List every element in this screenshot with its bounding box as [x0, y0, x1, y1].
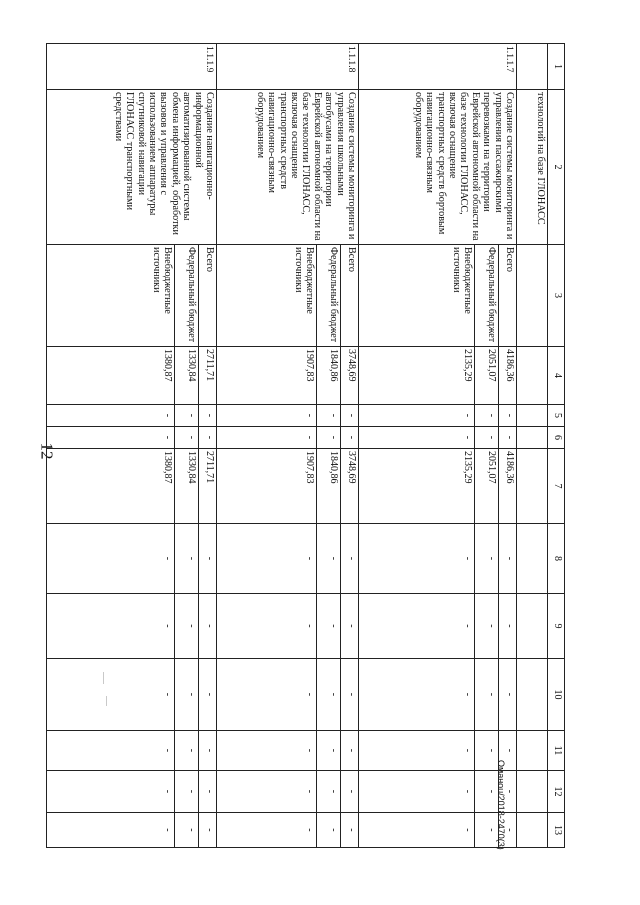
row-code-cell: 1.1.1.9 — [47, 44, 217, 90]
header-cell: 8 — [548, 524, 565, 594]
empty-cell — [517, 659, 548, 731]
empty-value-cell: - — [341, 405, 359, 427]
amount-cell: 3748,69 — [341, 449, 359, 524]
empty-value-cell: - — [341, 771, 359, 813]
table-body — [47, 44, 517, 848]
header-cell: 9 — [548, 594, 565, 659]
empty-value-cell: - — [47, 427, 175, 449]
empty-cell — [517, 427, 548, 449]
amount-cell: 4186,36 — [499, 449, 517, 524]
row-code-cell: 1.1.1.7 — [359, 44, 517, 90]
header-cell: 13 — [548, 813, 565, 848]
funding-source-cell: Внебюджетные источники — [359, 245, 475, 347]
empty-value-cell: - — [47, 731, 175, 771]
empty-cell — [517, 245, 548, 347]
empty-value-cell: - — [475, 771, 499, 813]
empty-value-cell: - — [217, 813, 317, 848]
empty-value-cell: - — [47, 594, 175, 659]
empty-value-cell: - — [217, 405, 317, 427]
table-row — [499, 44, 517, 848]
amount-cell: 2711,71 — [199, 347, 217, 405]
empty-value-cell: - — [199, 813, 217, 848]
empty-cell — [517, 771, 548, 813]
empty-value-cell: - — [47, 659, 175, 731]
header-cell: 5 — [548, 405, 565, 427]
empty-value-cell: - — [175, 405, 199, 427]
empty-value-cell: - — [47, 771, 175, 813]
header-cell: 1 — [548, 44, 565, 90]
empty-value-cell: - — [341, 813, 359, 848]
empty-cell — [517, 524, 548, 594]
empty-value-cell: - — [341, 594, 359, 659]
funding-source-cell: Внебюджетные источники — [47, 245, 175, 347]
empty-cell — [517, 347, 548, 405]
empty-value-cell: - — [217, 427, 317, 449]
empty-value-cell: - — [199, 659, 217, 731]
amount-cell: 3748,69 — [341, 347, 359, 405]
amount-cell: 1907,83 — [217, 347, 317, 405]
empty-cell — [517, 813, 548, 848]
empty-value-cell: - — [317, 813, 341, 848]
empty-value-cell: - — [217, 731, 317, 771]
empty-value-cell: - — [475, 813, 499, 848]
empty-value-cell: - — [499, 659, 517, 731]
empty-value-cell: - — [175, 659, 199, 731]
header-cell: 7 — [548, 449, 565, 524]
empty-value-cell: - — [341, 659, 359, 731]
empty-value-cell: - — [341, 731, 359, 771]
empty-value-cell: - — [499, 427, 517, 449]
empty-cell — [517, 594, 548, 659]
amount-cell: 2051,07 — [475, 449, 499, 524]
empty-value-cell: - — [499, 405, 517, 427]
empty-value-cell: - — [199, 427, 217, 449]
header-cell: 12 — [548, 771, 565, 813]
empty-value-cell: - — [317, 524, 341, 594]
empty-value-cell: - — [499, 731, 517, 771]
empty-value-cell: - — [175, 771, 199, 813]
amount-cell: 1907,83 — [217, 449, 317, 524]
measure-name-cell: Создание системы мониторинга и управления школьными автобусами на территории Еврейской автономной области на базе технологии ГЛОНАСС, включая оснащение транспортных средств навигационно-связным оборудованием — [217, 90, 359, 245]
empty-value-cell: - — [317, 771, 341, 813]
header-cell: 3 — [548, 245, 565, 347]
empty-value-cell: - — [199, 731, 217, 771]
empty-value-cell: - — [217, 771, 317, 813]
empty-value-cell: - — [499, 771, 517, 813]
empty-value-cell: - — [475, 659, 499, 731]
empty-value-cell: - — [499, 594, 517, 659]
amount-cell: 1840,86 — [317, 347, 341, 405]
table-row — [199, 44, 217, 848]
empty-value-cell: - — [317, 731, 341, 771]
amount-cell: 2051,07 — [475, 347, 499, 405]
empty-value-cell: - — [341, 524, 359, 594]
amount-cell: 1330,84 — [175, 347, 199, 405]
header-cell: 11 — [548, 731, 565, 771]
empty-value-cell: - — [47, 524, 175, 594]
empty-value-cell: - — [317, 405, 341, 427]
funding-source-cell: Всего — [499, 245, 517, 347]
amount-cell: 2711,71 — [199, 449, 217, 524]
empty-value-cell: - — [359, 594, 475, 659]
empty-value-cell: - — [341, 427, 359, 449]
empty-value-cell: - — [217, 659, 317, 731]
measure-name-cell: Создание навигационно-информационной автоматизированной системы обмена информацией, обработки вызовов и управления с использованием аппаратуры спутниковой навигации ГЛОНАСС транспортными средствами — [47, 90, 217, 245]
header-row — [548, 44, 565, 848]
empty-value-cell: - — [359, 427, 475, 449]
funding-source-cell: Федеральный бюджет — [175, 245, 199, 347]
empty-value-cell: - — [317, 594, 341, 659]
amount-cell: 1840,86 — [317, 449, 341, 524]
document-code: Оманоu/2018-2470(3) — [496, 760, 506, 850]
empty-value-cell: - — [359, 659, 475, 731]
empty-value-cell: - — [359, 405, 475, 427]
empty-value-cell: - — [199, 524, 217, 594]
amount-cell: 4186,36 — [499, 347, 517, 405]
page-number: 12 — [37, 442, 57, 460]
empty-value-cell: - — [217, 594, 317, 659]
empty-value-cell: - — [47, 405, 175, 427]
budget-table — [46, 43, 565, 848]
header-cell: 6 — [548, 427, 565, 449]
row-code-cell: 1.1.1.8 — [217, 44, 359, 90]
empty-cell — [517, 731, 548, 771]
empty-value-cell: - — [359, 813, 475, 848]
amount-cell: 2135,29 — [359, 347, 475, 405]
funding-source-cell: Всего — [341, 245, 359, 347]
empty-value-cell: - — [175, 427, 199, 449]
funding-source-cell: Всего — [199, 245, 217, 347]
empty-value-cell: - — [175, 813, 199, 848]
empty-value-cell: - — [359, 771, 475, 813]
empty-value-cell: - — [199, 771, 217, 813]
empty-value-cell: - — [475, 524, 499, 594]
empty-cell — [517, 449, 548, 524]
header-cell: 4 — [548, 347, 565, 405]
amount-cell: 2135,29 — [359, 449, 475, 524]
header-cell: 10 — [548, 659, 565, 731]
empty-value-cell: - — [199, 594, 217, 659]
empty-value-cell: - — [317, 659, 341, 731]
empty-value-cell: - — [475, 427, 499, 449]
funding-source-cell: Федеральный бюджет — [317, 245, 341, 347]
header-cell: 2 — [548, 90, 565, 245]
empty-value-cell: - — [317, 427, 341, 449]
empty-value-cell: - — [199, 405, 217, 427]
empty-value-cell: - — [499, 524, 517, 594]
empty-value-cell: - — [475, 731, 499, 771]
empty-value-cell: - — [47, 813, 175, 848]
table-row — [341, 44, 359, 848]
empty-value-cell: - — [359, 524, 475, 594]
empty-value-cell: - — [499, 813, 517, 848]
empty-value-cell: - — [359, 731, 475, 771]
empty-value-cell: - — [175, 524, 199, 594]
empty-value-cell: - — [217, 524, 317, 594]
amount-cell: 1330,84 — [175, 449, 199, 524]
empty-value-cell: - — [175, 594, 199, 659]
measure-name-cell: Создание системы мониторинга и управления пассажирскими перевозками на территории Еврейской автономной области на базе технологии ГЛОНАСС, включая оснащение транспортных средств бортовым навигационно-связным оборудованием — [359, 90, 517, 245]
empty-value-cell: - — [475, 405, 499, 427]
amount-cell: 1380,87 — [47, 449, 175, 524]
rotated-table-container — [105, 43, 565, 847]
funding-source-cell: Внебюджетные источники — [217, 245, 317, 347]
measure-name-cell: технологий на базе ГЛОНАСС — [517, 90, 548, 245]
empty-value-cell: - — [175, 731, 199, 771]
carryover-row — [517, 44, 548, 848]
amount-cell: 1380,87 — [47, 347, 175, 405]
empty-value-cell: - — [475, 594, 499, 659]
funding-source-cell: Федеральный бюджет — [475, 245, 499, 347]
empty-cell — [517, 405, 548, 427]
code-cell — [517, 44, 548, 90]
